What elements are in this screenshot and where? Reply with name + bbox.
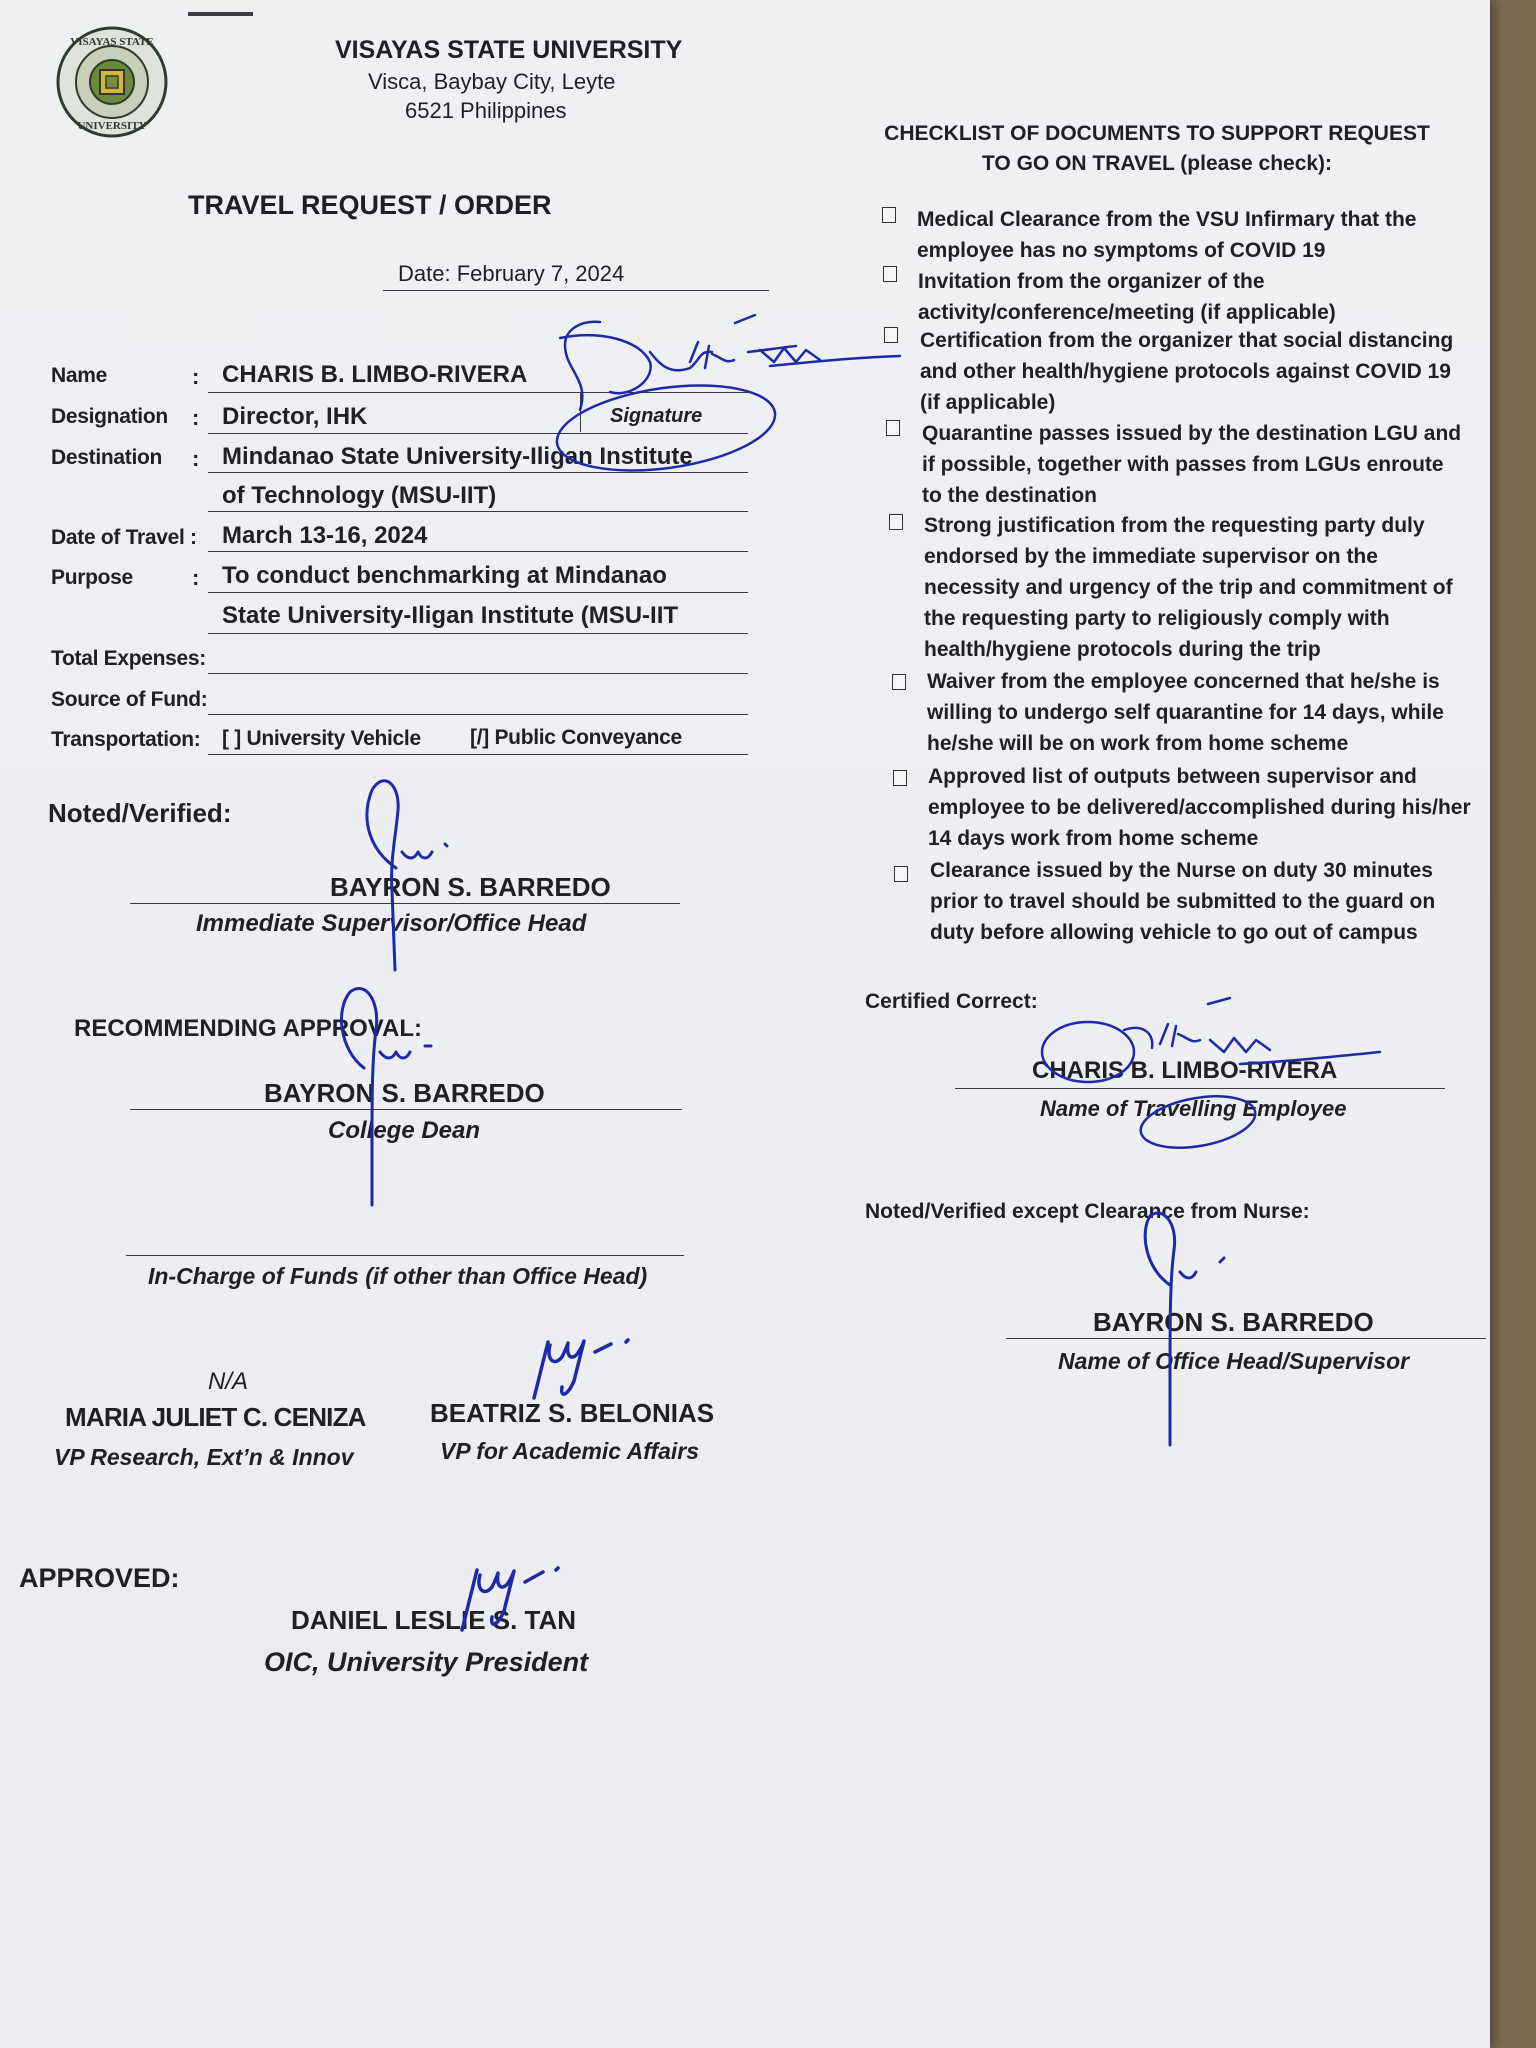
destination-colon: :	[192, 446, 200, 471]
date-of-travel-label: Date of Travel :	[51, 526, 197, 549]
checklist-item-4: Quarantine passes issued by the destination LGU and if possible, together with passes from LGUs enroute to the destination	[922, 422, 1462, 507]
na-text: N/A	[208, 1368, 249, 1395]
head-role: Name of Office Head/Supervisor	[1058, 1348, 1410, 1374]
signature-tan	[462, 1568, 558, 1630]
vp-research-name: MARIA JULIET C. CENIZA	[65, 1402, 366, 1432]
purpose-line2: State University-Iligan Institute (MSU-IIT	[222, 602, 679, 629]
destination-label: Destination	[51, 446, 163, 469]
signature-barredo-2	[342, 988, 431, 1205]
noted-verified-label: Noted/Verified:	[48, 798, 232, 828]
supervisor-role: Immediate Supervisor/Office Head	[196, 910, 587, 937]
destination-line1: Mindanao State University-Iligan Institute	[222, 443, 693, 470]
recommending-approval-label: RECOMMENDING APPROVAL:	[74, 1015, 422, 1042]
transport-public-conveyance-option[interactable]: [/] Public Conveyance	[470, 726, 682, 749]
checklist-item-3: Certification from the organizer that social distancing and other health/hygiene protocols against COVID 19 (if applicable)	[920, 329, 1454, 414]
transportation-label: Transportation:	[51, 728, 201, 751]
dean-role: College Dean	[328, 1117, 481, 1144]
supervisor-name: BAYRON S. BARREDO	[330, 872, 611, 902]
employee-name: CHARIS B. LIMBO-RIVERA	[1032, 1057, 1338, 1084]
funds-role: In-Charge of Funds (if other than Office Head)	[148, 1263, 648, 1289]
signature-limbo-rivera-bottom	[1042, 998, 1380, 1156]
svg-text:VISAYAS STATE: VISAYAS STATE	[70, 36, 154, 48]
vp-academic-name: BEATRIZ S. BELONIAS	[430, 1398, 715, 1428]
employee-role: Name of Travelling Employee	[1040, 1096, 1347, 1121]
designation-value: Director, IHK	[222, 403, 368, 430]
address-line2: 6521 Philippines	[405, 98, 567, 123]
checklist-item-2: Invitation from the organizer of the activity/conference/meeting (if applicable)	[918, 270, 1336, 324]
purpose-colon: :	[192, 565, 200, 590]
designation-colon: :	[192, 405, 200, 430]
head-name: BAYRON S. BARREDO	[1093, 1307, 1374, 1337]
approved-label: APPROVED:	[19, 1563, 180, 1593]
source-of-fund-label: Source of Fund:	[51, 688, 208, 711]
date-of-travel-value: March 13-16, 2024	[222, 522, 428, 549]
checklist-item-5: Strong justification from the requesting party duly endorsed by the immediate supervisor on the necessity and urgency of the trip and commitment of the requesting party to religiously comply with health/hygiene protocols during the trip	[924, 514, 1453, 661]
president-role: OIC, University President	[264, 1647, 589, 1677]
address-line1: Visca, Baybay City, Leyte	[368, 69, 616, 94]
president-name: DANIEL LESLIE S. TAN	[291, 1605, 577, 1635]
dean-name: BAYRON S. BARREDO	[264, 1078, 545, 1108]
total-expenses-label: Total Expenses:	[51, 647, 206, 670]
checklist-item-8: Clearance issued by the Nurse on duty 30 minutes prior to travel should be submitted to the guard on duty before allowing vehicle to go out of campus	[930, 859, 1436, 944]
svg-text:UNIVERSITY: UNIVERSITY	[77, 120, 147, 132]
transport-university-vehicle-option[interactable]: [ ] University Vehicle	[222, 727, 421, 750]
purpose-line1: To conduct benchmarking at Mindanao	[222, 562, 667, 589]
signature-label: Signature	[610, 405, 703, 427]
university-name: VISAYAS STATE UNIVERSITY	[335, 36, 683, 64]
certified-correct-label: Certified Correct:	[865, 990, 1038, 1013]
name-label: Name	[51, 364, 107, 387]
signature-belonias	[534, 1340, 628, 1398]
signature-barredo-1	[367, 781, 447, 970]
form-date: Date: February 7, 2024	[398, 261, 625, 286]
designation-label: Designation	[51, 405, 168, 428]
checklist-item-1: Medical Clearance from the VSU Infirmary that the employee has no symptoms of COVID 19	[917, 208, 1417, 262]
checklist-heading-line1: CHECKLIST OF DOCUMENTS TO SUPPORT REQUEST	[884, 122, 1430, 145]
destination-line2: of Technology (MSU-IIT)	[222, 482, 497, 509]
checklist-heading-line2: TO GO ON TRAVEL (please check):	[981, 152, 1333, 175]
checklist-item-6: Waiver from the employee concerned that he/she is willing to undergo self quarantine for 14 days, while he/she will be on work from home scheme	[927, 670, 1444, 755]
vp-research-role: VP Research, Ext’n & Innov	[54, 1444, 354, 1470]
signature-barredo-3	[1145, 1213, 1224, 1445]
purpose-label: Purpose	[51, 566, 133, 589]
signature-limbo-rivera-top	[552, 315, 900, 483]
form-title: TRAVEL REQUEST / ORDER	[188, 190, 552, 220]
checklist-item-7: Approved list of outputs between supervisor and employee to be delivered/accomplished during his/her 14 days work from home scheme	[928, 765, 1471, 850]
name-value: CHARIS B. LIMBO-RIVERA	[222, 361, 528, 388]
name-colon: :	[192, 364, 200, 389]
noted-except-label: Noted/Verified except Clearance from Nurse:	[865, 1200, 1310, 1223]
vp-academic-role: VP for Academic Affairs	[440, 1438, 700, 1464]
